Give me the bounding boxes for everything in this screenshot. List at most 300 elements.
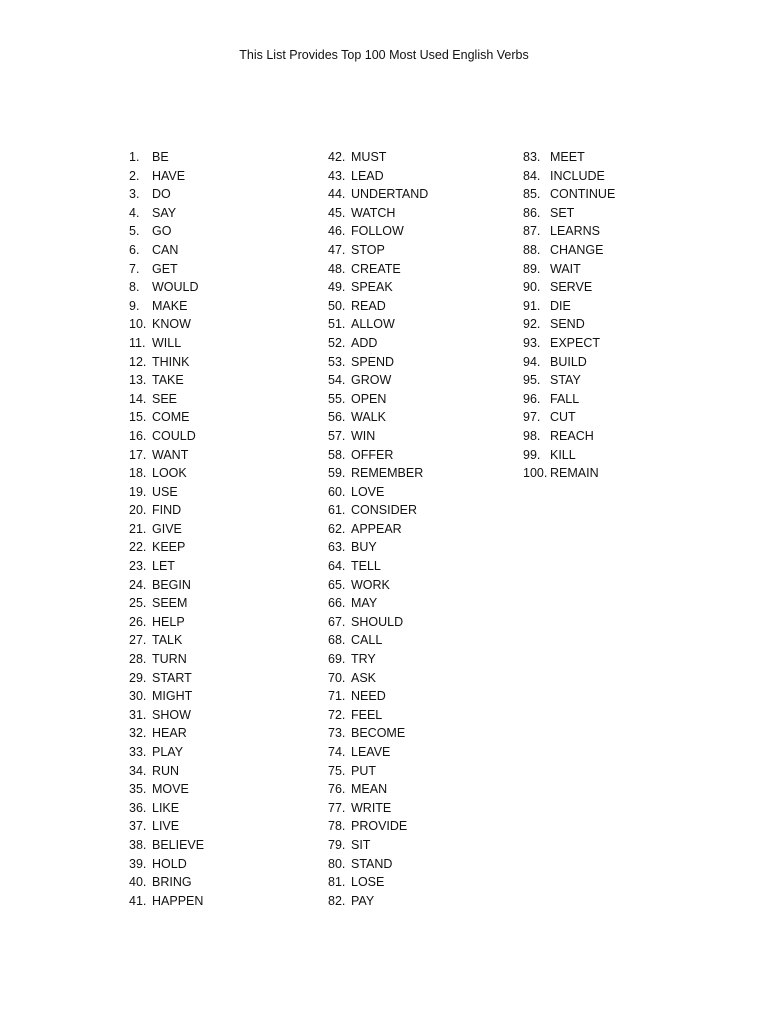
item-number: 12. xyxy=(129,354,147,369)
item-number: 97. xyxy=(523,410,541,425)
list-item xyxy=(523,148,615,167)
list-item xyxy=(129,464,204,483)
verb-word: USE xyxy=(152,484,178,499)
verb-word: BELIEVE xyxy=(152,837,205,852)
verb-word: LOVE xyxy=(351,484,385,499)
verb-word: GROW xyxy=(351,373,392,388)
item-number: 24. xyxy=(129,577,147,592)
list-item xyxy=(523,464,615,483)
item-number: 96. xyxy=(523,391,541,406)
verb-word: BEGIN xyxy=(152,577,191,592)
verb-word: WOULD xyxy=(152,280,199,295)
list-item xyxy=(129,687,204,706)
item-number: 93. xyxy=(523,335,541,350)
verb-word: SET xyxy=(550,205,575,220)
list-item xyxy=(129,799,204,818)
verb-word: FOLLOW xyxy=(351,224,404,239)
verb-word: MAY xyxy=(351,596,378,611)
list-item xyxy=(328,427,428,446)
list-item xyxy=(523,297,615,316)
verb-word: WIN xyxy=(351,428,376,443)
list-item xyxy=(129,371,204,390)
list-item xyxy=(328,241,428,260)
verb-word: MEAN xyxy=(351,782,388,797)
list-item xyxy=(129,185,204,204)
item-number: 19. xyxy=(129,484,147,499)
list-item xyxy=(328,315,428,334)
verb-word: HAPPEN xyxy=(152,893,204,908)
verb-word: DO xyxy=(152,187,171,202)
list-item xyxy=(523,353,615,372)
list-item xyxy=(328,483,428,502)
verb-word: PROVIDE xyxy=(351,819,408,834)
item-number: 45. xyxy=(328,205,346,220)
verb-word: WAIT xyxy=(550,261,581,276)
item-number: 23. xyxy=(129,559,147,574)
list-item xyxy=(328,631,428,650)
item-number: 10. xyxy=(129,317,147,332)
verb-word: CONTINUE xyxy=(550,187,616,202)
verb-word: HAVE xyxy=(152,168,186,183)
item-number: 82. xyxy=(328,893,346,908)
verb-word: BUY xyxy=(351,540,377,555)
list-item xyxy=(129,408,204,427)
verb-list-column-3 xyxy=(523,148,615,483)
verb-word: HOLD xyxy=(152,856,187,871)
verb-word: KILL xyxy=(550,447,576,462)
list-item xyxy=(328,334,428,353)
item-number: 17. xyxy=(129,447,147,462)
verb-word: LOOK xyxy=(152,466,187,481)
item-number: 38. xyxy=(129,837,147,852)
item-number: 3. xyxy=(129,187,140,202)
item-number: 14. xyxy=(129,391,147,406)
item-number: 51. xyxy=(328,317,346,332)
verb-word: LIKE xyxy=(152,800,180,815)
verb-word: LOSE xyxy=(351,875,385,890)
item-number: 77. xyxy=(328,800,346,815)
verb-word: CAN xyxy=(152,242,179,257)
item-number: 74. xyxy=(328,745,346,759)
list-item xyxy=(328,817,428,836)
item-number: 7. xyxy=(129,261,140,276)
item-number: 49. xyxy=(328,280,346,295)
list-item xyxy=(328,706,428,725)
list-item xyxy=(523,204,615,223)
list-item xyxy=(328,167,428,186)
verb-word: FALL xyxy=(550,391,580,406)
item-number: 52. xyxy=(328,335,346,350)
verb-word: SEEM xyxy=(152,596,188,611)
item-number: 36. xyxy=(129,800,147,815)
list-item xyxy=(328,873,428,892)
verb-word: LEAVE xyxy=(351,745,391,759)
verb-word: HELP xyxy=(152,614,185,629)
item-number: 16. xyxy=(129,428,147,443)
list-item xyxy=(523,446,615,465)
verb-word: BE xyxy=(152,150,169,164)
verb-word: START xyxy=(152,670,192,685)
item-number: 41. xyxy=(129,893,147,908)
list-item xyxy=(129,334,204,353)
item-number: 30. xyxy=(129,689,147,704)
list-item xyxy=(328,260,428,279)
list-item xyxy=(523,167,615,186)
item-number: 39. xyxy=(129,856,147,871)
item-number: 65. xyxy=(328,577,346,592)
verb-word: BECOME xyxy=(351,726,406,741)
list-item xyxy=(328,501,428,520)
item-number: 91. xyxy=(523,298,541,313)
verb-word: RUN xyxy=(152,763,180,778)
list-item xyxy=(129,762,204,781)
verb-word: TAKE xyxy=(152,373,184,388)
list-item xyxy=(328,724,428,743)
item-number: 20. xyxy=(129,503,147,518)
item-number: 47. xyxy=(328,242,346,257)
verb-word: GIVE xyxy=(152,521,182,536)
verb-word: REACH xyxy=(550,428,594,443)
verb-word: SHOW xyxy=(152,707,191,722)
verb-word: ASK xyxy=(351,670,377,685)
list-item xyxy=(129,390,204,409)
list-item xyxy=(129,501,204,520)
item-number: 69. xyxy=(328,652,346,667)
list-item xyxy=(129,873,204,892)
item-number: 87. xyxy=(523,224,541,239)
list-item xyxy=(523,241,615,260)
item-number: 4. xyxy=(129,205,140,220)
verb-word: PLAY xyxy=(152,745,184,759)
list-item xyxy=(328,408,428,427)
verb-word: ADD xyxy=(351,335,378,350)
verb-word: LET xyxy=(152,559,175,574)
verb-list-column-1 xyxy=(129,148,204,910)
verb-word: TALK xyxy=(152,633,183,648)
list-item xyxy=(328,687,428,706)
list-item xyxy=(129,353,204,372)
list-item xyxy=(129,520,204,539)
verb-word: GET xyxy=(152,261,178,276)
item-number: 11. xyxy=(129,335,146,350)
list-item xyxy=(328,799,428,818)
item-number: 6. xyxy=(129,242,140,257)
item-number: 25. xyxy=(129,596,147,611)
item-number: 32. xyxy=(129,726,147,741)
verb-word: MAKE xyxy=(152,298,188,313)
list-item xyxy=(328,892,428,911)
item-number: 98. xyxy=(523,428,541,443)
list-item xyxy=(328,576,428,595)
item-number: 28. xyxy=(129,652,147,667)
item-number: 21. xyxy=(129,521,147,536)
list-item xyxy=(328,185,428,204)
item-number: 70. xyxy=(328,670,346,685)
verb-word: INCLUDE xyxy=(550,168,605,183)
item-number: 88. xyxy=(523,242,541,257)
verb-word: MOVE xyxy=(152,782,189,797)
verb-word: UNDERTAND xyxy=(351,187,429,202)
item-number: 43. xyxy=(328,168,346,183)
item-number: 68. xyxy=(328,633,346,648)
list-item xyxy=(523,315,615,334)
item-number: 71. xyxy=(328,689,346,704)
verb-word: READ xyxy=(351,298,386,313)
item-number: 15. xyxy=(129,410,147,425)
item-number: 56. xyxy=(328,410,346,425)
verb-word: SERVE xyxy=(550,280,593,295)
verb-word: KEEP xyxy=(152,540,186,555)
verb-word: STOP xyxy=(351,242,385,257)
list-item xyxy=(523,222,615,241)
verb-word: GO xyxy=(152,224,172,239)
verb-word: WORK xyxy=(351,577,390,592)
list-item xyxy=(129,631,204,650)
list-item xyxy=(523,334,615,353)
list-item xyxy=(129,855,204,874)
verb-word: BRING xyxy=(152,875,192,890)
item-number: 50. xyxy=(328,298,346,313)
list-item xyxy=(129,892,204,911)
item-number: 60. xyxy=(328,484,346,499)
item-number: 55. xyxy=(328,391,346,406)
verb-word: CREATE xyxy=(351,261,401,276)
item-number: 34. xyxy=(129,763,147,778)
list-item xyxy=(129,483,204,502)
item-number: 94. xyxy=(523,354,541,369)
verb-word: LIVE xyxy=(152,819,180,834)
item-number: 42. xyxy=(328,150,346,164)
item-number: 92. xyxy=(523,317,541,332)
verb-word: REMEMBER xyxy=(351,466,424,481)
list-item xyxy=(129,315,204,334)
verb-word: APPEAR xyxy=(351,521,402,536)
verb-word: BUILD xyxy=(550,354,587,369)
item-number: 53. xyxy=(328,354,346,369)
list-item xyxy=(129,669,204,688)
list-item xyxy=(328,538,428,557)
verb-word: CHANGE xyxy=(550,242,604,257)
item-number: 48. xyxy=(328,261,346,276)
list-item xyxy=(328,520,428,539)
list-item xyxy=(129,260,204,279)
item-number: 26. xyxy=(129,614,147,629)
item-number: 67. xyxy=(328,614,346,629)
list-item xyxy=(328,836,428,855)
verb-word: TURN xyxy=(152,652,187,667)
item-number: 27. xyxy=(129,633,147,648)
list-item xyxy=(129,557,204,576)
verb-word: STAND xyxy=(351,856,393,871)
verb-word: COME xyxy=(152,410,190,425)
list-item xyxy=(328,278,428,297)
item-number: 99. xyxy=(523,447,541,462)
item-number: 100. xyxy=(523,466,548,481)
verb-word: FIND xyxy=(152,503,182,518)
item-number: 57. xyxy=(328,428,346,443)
item-number: 95. xyxy=(523,373,541,388)
list-item xyxy=(129,836,204,855)
verb-word: THINK xyxy=(152,354,190,369)
item-number: 90. xyxy=(523,280,541,295)
list-item xyxy=(328,613,428,632)
item-number: 44. xyxy=(328,187,346,202)
item-number: 64. xyxy=(328,559,346,574)
list-item xyxy=(328,743,428,762)
list-item xyxy=(328,204,428,223)
verb-word: FEEL xyxy=(351,707,383,722)
list-item xyxy=(129,204,204,223)
list-item xyxy=(328,594,428,613)
verb-word: STAY xyxy=(550,373,581,388)
verb-word: KNOW xyxy=(152,317,191,332)
list-item xyxy=(523,371,615,390)
verb-word: MEET xyxy=(550,150,585,164)
item-number: 9. xyxy=(129,298,140,313)
item-number: 31. xyxy=(129,707,147,722)
item-number: 83. xyxy=(523,150,541,164)
verb-word: LEAD xyxy=(351,168,384,183)
verb-word: PAY xyxy=(351,893,375,908)
verb-word: MUST xyxy=(351,150,387,164)
item-number: 1. xyxy=(129,150,140,164)
verb-word: OPEN xyxy=(351,391,387,406)
verb-word: SEND xyxy=(550,317,585,332)
list-item xyxy=(129,780,204,799)
verb-word: SIT xyxy=(351,837,371,852)
list-item xyxy=(328,148,428,167)
verb-word: ALLOW xyxy=(351,317,395,332)
list-item xyxy=(328,371,428,390)
verb-word: NEED xyxy=(351,689,386,704)
list-item xyxy=(129,576,204,595)
item-number: 46. xyxy=(328,224,346,239)
list-item xyxy=(129,167,204,186)
list-item xyxy=(129,241,204,260)
item-number: 86. xyxy=(523,205,541,220)
list-item xyxy=(328,297,428,316)
item-number: 37. xyxy=(129,819,147,834)
item-number: 5. xyxy=(129,224,140,239)
verb-word: DIE xyxy=(550,298,571,313)
list-item xyxy=(328,222,428,241)
list-item xyxy=(328,464,428,483)
list-item xyxy=(328,855,428,874)
item-number: 76. xyxy=(328,782,346,797)
verb-word: SPEND xyxy=(351,354,395,369)
verb-word: PUT xyxy=(351,763,376,778)
verb-list-column-2 xyxy=(328,148,428,910)
item-number: 75. xyxy=(328,763,346,778)
verb-word: EXPECT xyxy=(550,335,601,350)
item-number: 2. xyxy=(129,168,140,183)
item-number: 58. xyxy=(328,447,346,462)
item-number: 79. xyxy=(328,837,346,852)
item-number: 81. xyxy=(328,875,346,890)
verb-word: TELL xyxy=(351,559,381,574)
verb-word: WATCH xyxy=(351,205,396,220)
item-number: 35. xyxy=(129,782,147,797)
item-number: 33. xyxy=(129,745,147,759)
verb-word: MIGHT xyxy=(152,689,193,704)
verb-word: OFFER xyxy=(351,447,394,462)
verb-word: WILL xyxy=(152,335,182,350)
verb-word: LEARNS xyxy=(550,224,601,239)
list-item xyxy=(328,446,428,465)
verb-word: HEAR xyxy=(152,726,187,741)
list-item xyxy=(129,222,204,241)
list-item xyxy=(129,446,204,465)
list-item xyxy=(328,557,428,576)
list-item xyxy=(129,297,204,316)
item-number: 80. xyxy=(328,856,346,871)
item-number: 84. xyxy=(523,168,541,183)
list-item xyxy=(523,185,615,204)
list-item xyxy=(328,353,428,372)
list-item xyxy=(328,762,428,781)
list-item xyxy=(523,390,615,409)
item-number: 59. xyxy=(328,466,346,481)
list-item xyxy=(129,650,204,669)
verb-word: SPEAK xyxy=(351,280,393,295)
list-item xyxy=(129,278,204,297)
verb-word: WANT xyxy=(152,447,189,462)
list-item xyxy=(129,427,204,446)
list-item xyxy=(328,780,428,799)
item-number: 72. xyxy=(328,707,346,722)
item-number: 40. xyxy=(129,875,147,890)
list-item xyxy=(328,390,428,409)
list-item xyxy=(523,278,615,297)
list-item xyxy=(523,427,615,446)
list-item xyxy=(523,408,615,427)
document-title: This List Provides Top 100 Most Used English Verbs xyxy=(239,48,529,62)
verb-word: WALK xyxy=(351,410,386,425)
verb-word: SHOULD xyxy=(351,614,404,629)
list-item xyxy=(328,669,428,688)
item-number: 66. xyxy=(328,596,346,611)
item-number: 78. xyxy=(328,819,346,834)
list-item xyxy=(129,594,204,613)
list-item xyxy=(523,260,615,279)
item-number: 29. xyxy=(129,670,147,685)
item-number: 13. xyxy=(129,373,147,388)
item-number: 61. xyxy=(328,503,346,518)
verb-word: CONSIDER xyxy=(351,503,417,518)
list-item xyxy=(129,743,204,762)
verb-word: SEE xyxy=(152,391,178,406)
item-number: 62. xyxy=(328,521,346,536)
verb-word: CUT xyxy=(550,410,576,425)
list-item xyxy=(129,148,204,167)
list-item xyxy=(328,650,428,669)
verb-word: REMAIN xyxy=(550,466,599,481)
list-item xyxy=(129,538,204,557)
list-item xyxy=(129,706,204,725)
verb-word: SAY xyxy=(152,205,177,220)
item-number: 85. xyxy=(523,187,541,202)
item-number: 73. xyxy=(328,726,346,741)
item-number: 89. xyxy=(523,261,541,276)
verb-word: COULD xyxy=(152,428,196,443)
list-item xyxy=(129,613,204,632)
item-number: 54. xyxy=(328,373,346,388)
item-number: 63. xyxy=(328,540,346,555)
verb-word: WRITE xyxy=(351,800,392,815)
item-number: 22. xyxy=(129,540,147,555)
verb-word: TRY xyxy=(351,652,376,667)
list-item xyxy=(129,817,204,836)
